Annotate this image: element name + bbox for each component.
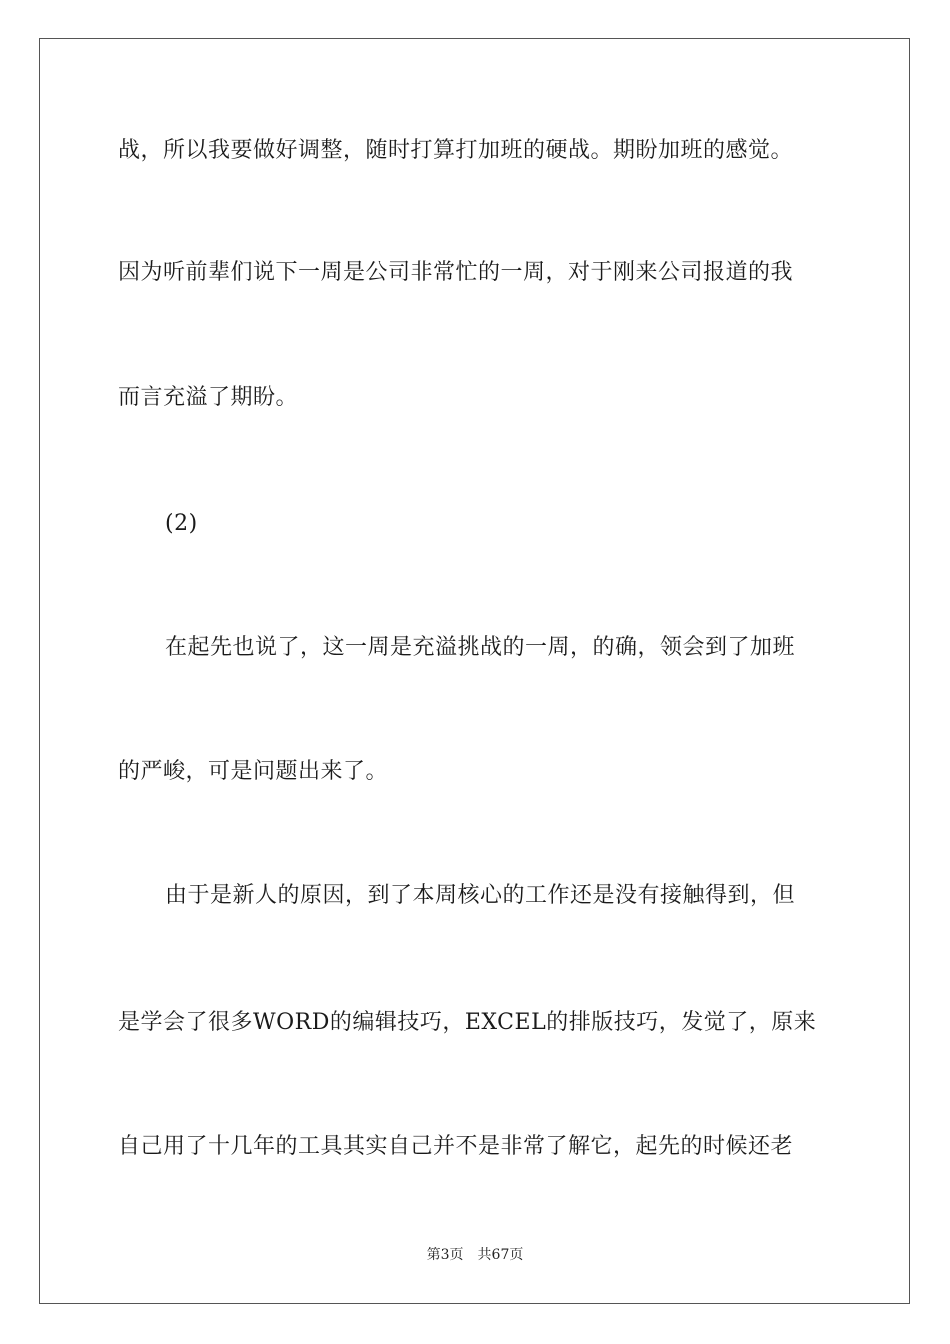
text-line-1: 战，所以我要做好调整，随时打算打加班的硬战。期盼加班的感觉。 [118, 138, 794, 163]
text-line-7: 由于是新人的原因，到了本周核心的工作还是没有接触得到，但 [165, 883, 796, 908]
text-line-3: 而言充溢了期盼。 [118, 385, 299, 410]
text-line-2: 因为听前辈们说下一周是公司非常忙的一周，对于刚来公司报道的我 [118, 260, 794, 285]
page-number: 第3页 [426, 1247, 464, 1263]
section-number: (2) [165, 511, 198, 536]
page-total: 共67页 [477, 1247, 524, 1263]
text-line-8: 是学会了很多WORD的编辑技巧，EXCEL的排版技巧，发觉了，原来 [118, 1010, 817, 1035]
page-border [39, 38, 910, 1304]
text-line-9: 自己用了十几年的工具其实自己并不是非常了解它，起先的时候还老 [118, 1134, 794, 1159]
text-line-5: 在起先也说了，这一周是充溢挑战的一周，的确，领会到了加班 [165, 635, 796, 660]
page-footer [0, 1246, 950, 1264]
text-line-6: 的严峻，可是问题出来了。 [118, 759, 389, 784]
